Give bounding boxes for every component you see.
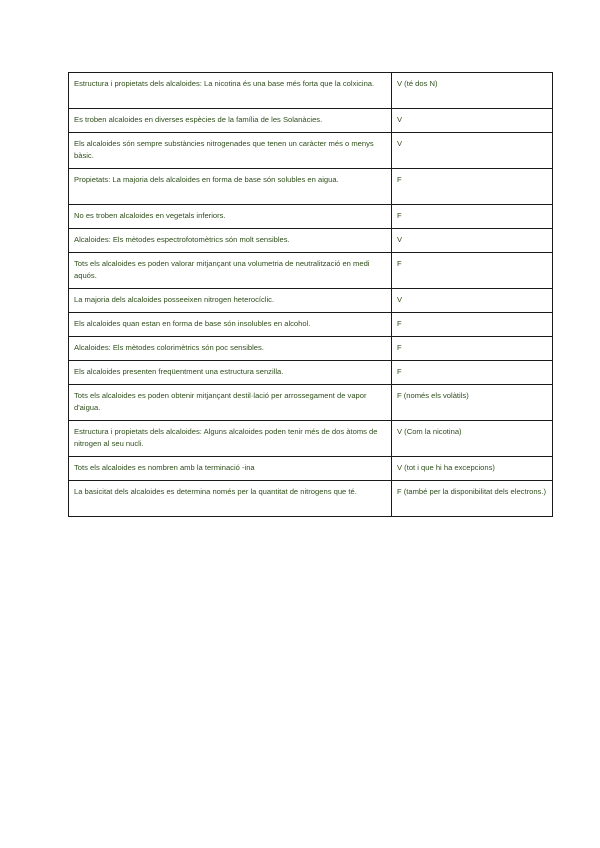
answer-cell: V	[392, 109, 553, 133]
statement-cell: Tots els alcaloides es poden obtenir mitjançant destil·lació per arrossegament de vapor d'aigua.	[69, 385, 392, 421]
answer-cell: F	[392, 337, 553, 361]
table-row	[69, 385, 553, 421]
answer-cell: V	[392, 133, 553, 169]
statement-cell: Els alcaloides són sempre substàncies nitrogenades que tenen un caràcter més o menys bàsic.	[69, 133, 392, 169]
statement-cell: Es troben alcaloides en diverses espècies de la família de les Solanàcies.	[69, 109, 392, 133]
statement-cell: Estructura i propietats dels alcaloides: Alguns alcaloides poden tenir més de dos àtoms de nitrogen al seu nucli.	[69, 421, 392, 457]
answer-cell: F	[392, 205, 553, 229]
statement-cell: Tots els alcaloides es nombren amb la terminació -ina	[69, 457, 392, 481]
answer-cell: F (només els volàtils)	[392, 385, 553, 421]
answer-cell: F	[392, 169, 553, 205]
table-row	[69, 73, 553, 109]
true-false-table	[68, 72, 553, 517]
table-row	[69, 289, 553, 313]
answer-cell: V (Com la nicotina)	[392, 421, 553, 457]
statement-cell: Els alcaloides quan estan en forma de base són insolubles en alcohol.	[69, 313, 392, 337]
table-row	[69, 481, 553, 517]
table-row	[69, 229, 553, 253]
answer-cell: F	[392, 361, 553, 385]
table-row	[69, 253, 553, 289]
table-row	[69, 457, 553, 481]
statement-cell: La majoria dels alcaloides posseeixen nitrogen heterocíclic.	[69, 289, 392, 313]
answer-cell: F	[392, 313, 553, 337]
statement-cell: Tots els alcaloides es poden valorar mitjançant una volumetria de neutralització en medi aquós.	[69, 253, 392, 289]
answer-cell: F (també per la disponibilitat dels electrons.)	[392, 481, 553, 517]
answer-cell: V	[392, 229, 553, 253]
answer-cell: V (té dos N)	[392, 73, 553, 109]
statement-cell: Propietats: La majoria dels alcaloides en forma de base són solubles en aigua.	[69, 169, 392, 205]
table-row	[69, 205, 553, 229]
statement-cell: Estructura i propietats dels alcaloides: La nicotina és una base més forta que la colxicina.	[69, 73, 392, 109]
table-row	[69, 133, 553, 169]
table-row	[69, 337, 553, 361]
table-row	[69, 361, 553, 385]
statement-cell: Els alcaloides presenten freqüentment una estructura senzilla.	[69, 361, 392, 385]
statement-cell: Alcaloides: Els mètodes espectrofotomètrics són molt sensibles.	[69, 229, 392, 253]
table-row	[69, 313, 553, 337]
table-row	[69, 109, 553, 133]
statement-cell: La basicitat dels alcaloides es determina només per la quantitat de nitrogens que té.	[69, 481, 392, 517]
answer-cell: V	[392, 289, 553, 313]
statement-cell: Alcaloides: Els mètodes colorimètrics són poc sensibles.	[69, 337, 392, 361]
table-row	[69, 421, 553, 457]
answer-cell: V (tot i que hi ha excepcions)	[392, 457, 553, 481]
answer-cell: F	[392, 253, 553, 289]
statement-cell: No es troben alcaloides en vegetals inferiors.	[69, 205, 392, 229]
table-row	[69, 169, 553, 205]
